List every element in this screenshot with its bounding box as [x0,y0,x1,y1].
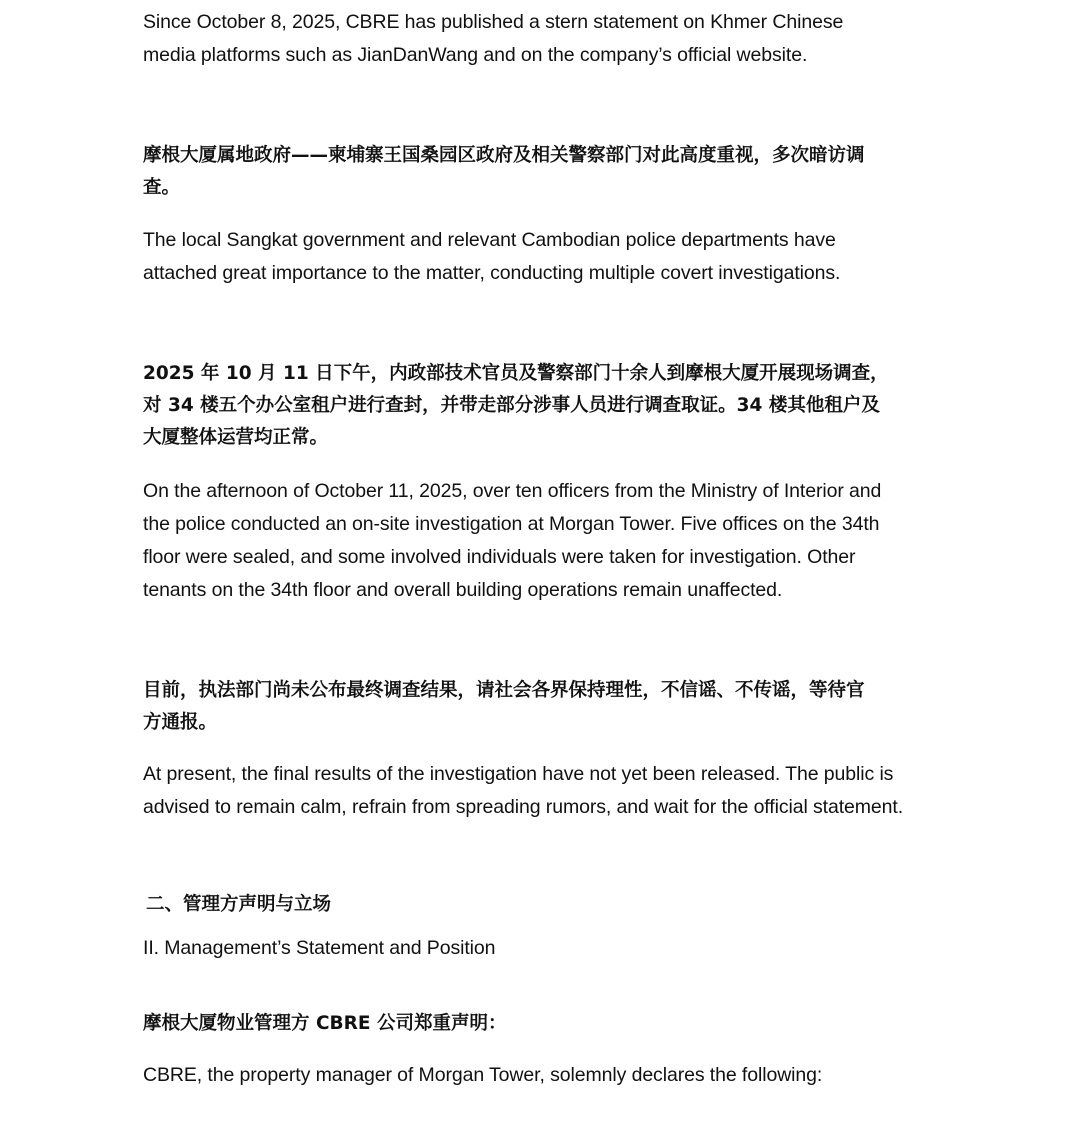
heading-text: 二、管理方声明与立场 [146,894,332,915]
intro-paragraph-en [143,6,943,72]
section3-paragraph-en [143,758,943,824]
text-line: 摩根大厦属地政府——柬埔寨王国桑园区政府及相关警察部门对此高度重视，多次暗访调 [143,145,865,166]
statement-intro-en [143,1059,943,1092]
text-line: 方通报。 [143,712,218,733]
text-line: 摩根大厦物业管理方 CBRE 公司郑重声明： [143,1013,507,1034]
text-line: CBRE, the property manager of Morgan Tower, solemnly declares the following: [143,1064,823,1086]
text-line: advised to remain calm, refrain from spreading rumors, and wait for the official statement. [143,796,904,818]
section-heading-zh [146,889,946,921]
text-line: At present, the final results of the investigation have not yet been released. The public is [143,763,894,785]
text-line: The local Sangkat government and relevant Cambodian police departments have [143,229,836,251]
section3-paragraph-zh [143,675,943,739]
heading-text: II. Management’s Statement and Position [143,937,496,959]
text-line: 对 34 楼五个办公室租户进行查封，并带走部分涉事人员进行调查取证。34 楼其他租户及 [143,395,880,416]
section2-paragraph-zh [143,358,943,454]
text-line: Since October 8, 2025, CBRE has published a stern statement on Khmer Chinese [143,11,844,33]
section1-paragraph-zh [143,140,943,204]
section1-paragraph-en [143,224,943,290]
text-line: On the afternoon of October 11, 2025, over ten officers from the Ministry of Interior and [143,480,882,502]
text-line: 大厦整体运营均正常。 [143,427,329,448]
text-line: the police conducted an on-site investigation at Morgan Tower. Five offices on the 34th [143,513,880,535]
section-heading-en [143,932,943,965]
section2-paragraph-en [143,475,943,607]
text-line: attached great importance to the matter, conducting multiple covert investigations. [143,262,841,284]
text-line: 目前，执法部门尚未公布最终调查结果，请社会各界保持理性，不信谣、不传谣，等待官 [143,680,865,701]
text-line: 2025 年 10 月 11 日下午，内政部技术官员及警察部门十余人到摩根大厦开展现场调查， [143,363,889,384]
text-line: 查。 [143,177,181,198]
text-line: media platforms such as JianDanWang and on the company’s official website. [143,44,808,66]
text-line: tenants on the 34th floor and overall building operations remain unaffected. [143,579,783,601]
statement-intro-zh [143,1008,943,1040]
text-line: floor were sealed, and some involved individuals were taken for investigation. Other [143,546,856,568]
